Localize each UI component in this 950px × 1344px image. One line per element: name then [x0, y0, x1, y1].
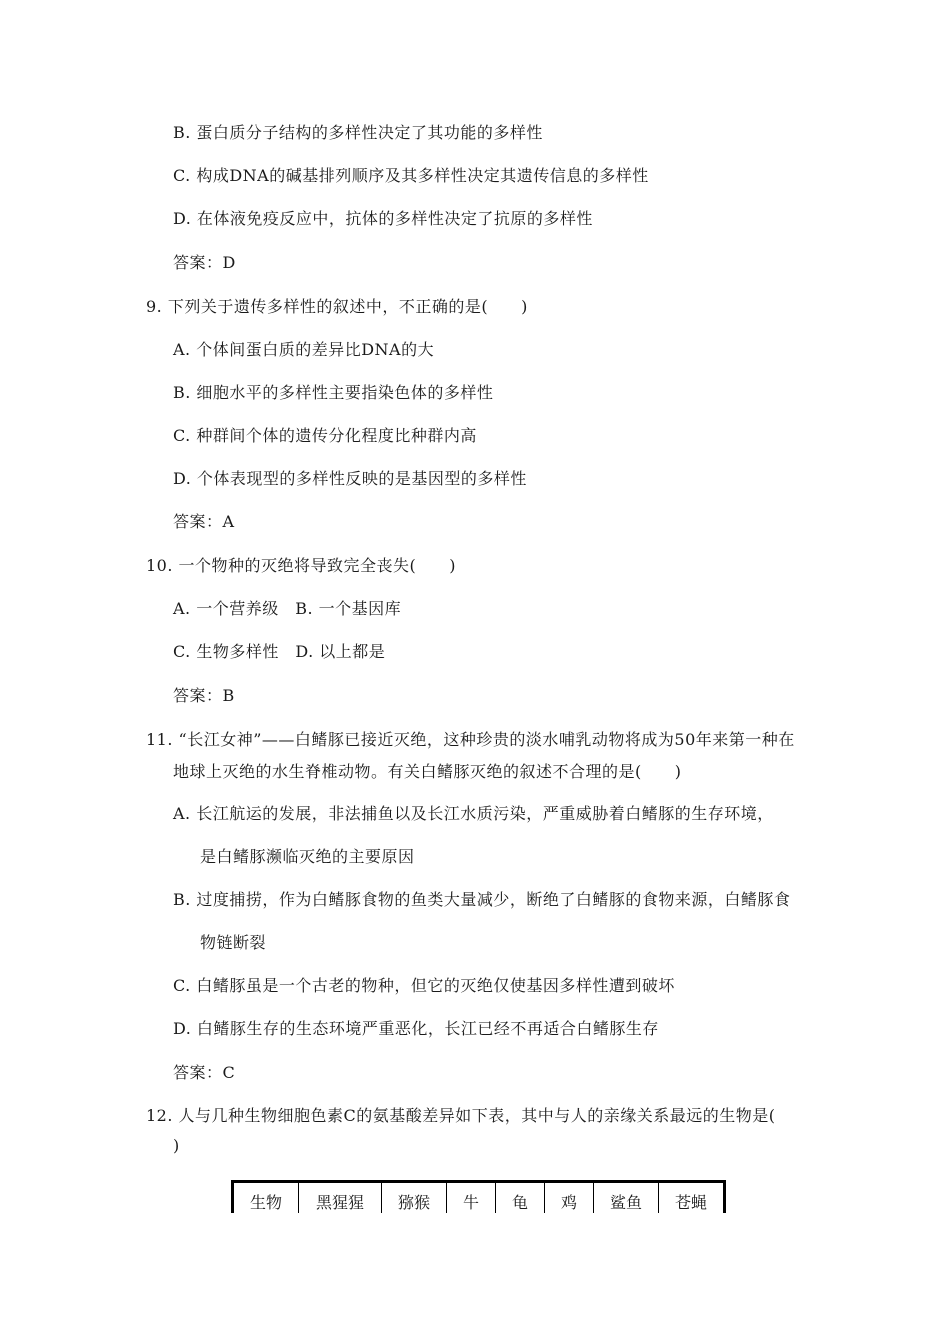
q11: 11. “长江女神”——白鳍豚已接近灭绝，这种珍贵的淡水哺乳动物将成为50年来第一种在 [146, 730, 795, 749]
q11-b-cont: 物链断裂 [200, 933, 267, 952]
q9: 9. 下列关于遗传多样性的叙述中，不正确的是( ) [146, 297, 528, 316]
cytochrome-c-table [231, 1180, 726, 1213]
q9-a: A. 个体间蛋白质的差异比DNA的大 [173, 340, 435, 359]
q11-b: B. 过度捕捞，作为白鳍豚食物的鱼类大量减少，断绝了白鳍豚的食物来源，白鳍豚食 [173, 890, 791, 909]
q11-a-cont: 是白鳍豚濒临灭绝的主要原因 [200, 847, 415, 866]
q8-d: D. 在体液免疫反应中，抗体的多样性决定了抗原的多样性 [173, 209, 593, 228]
q12: 12. 人与几种生物细胞色素C的氨基酸差异如下表，其中与人的亲缘关系最远的生物是( [146, 1106, 776, 1125]
table-cell-shark: 鲨鱼 [594, 1182, 659, 1214]
q11-c: C. 白鳍豚虽是一个古老的物种，但它的灭绝仅使基因多样性遭到破坏 [173, 976, 675, 995]
q12-cont: ) [173, 1136, 180, 1155]
q9-answer: 答案：A [173, 512, 235, 531]
q11-answer: 答案：C [173, 1063, 236, 1082]
table-cell-cow: 牛 [447, 1182, 496, 1214]
table-cell-organism-header: 生物 [249, 1193, 282, 1212]
q9-d: D. 个体表现型的多样性反映的是基因型的多样性 [173, 469, 527, 488]
q9-b: B. 细胞水平的多样性主要指染色体的多样性 [173, 383, 494, 402]
table-cell-turtle: 龟 [496, 1182, 545, 1214]
q8-c: C. 构成DNA的碱基排列顺序及其多样性决定其遗传信息的多样性 [173, 166, 649, 185]
table-cell-fly: 苍蝇 [659, 1182, 725, 1214]
q9-c: C. 种群间个体的遗传分化程度比种群内高 [173, 426, 477, 445]
table-cell-chimpanzee: 黑猩猩 [299, 1182, 382, 1214]
q11-a: A. 长江航运的发展，非法捕鱼以及长江水质污染，严重威胁着白鳍豚的生存环境， [173, 804, 774, 823]
q10-cd: C. 生物多样性 D. 以上都是 [173, 642, 386, 661]
q11-d: D. 白鳍豚生存的生态环境严重恶化，长江已经不再适合白鳍豚生存 [173, 1019, 659, 1038]
q10-answer: 答案：B [173, 686, 235, 705]
q11-cont: 地球上灭绝的水生脊椎动物。有关白鳍豚灭绝的叙述不合理的是( ) [173, 762, 682, 781]
q8-answer: 答案：D [173, 253, 236, 272]
table-row [233, 1182, 725, 1214]
table-cell-chicken: 鸡 [545, 1182, 594, 1214]
q10-ab: A. 一个营养级 B. 一个基因库 [173, 599, 402, 618]
table-cell-macaque: 猕猴 [382, 1182, 447, 1214]
q8-b: B. 蛋白质分子结构的多样性决定了其功能的多样性 [173, 123, 543, 142]
q10: 10. 一个物种的灭绝将导致完全丧失( ) [146, 556, 457, 575]
